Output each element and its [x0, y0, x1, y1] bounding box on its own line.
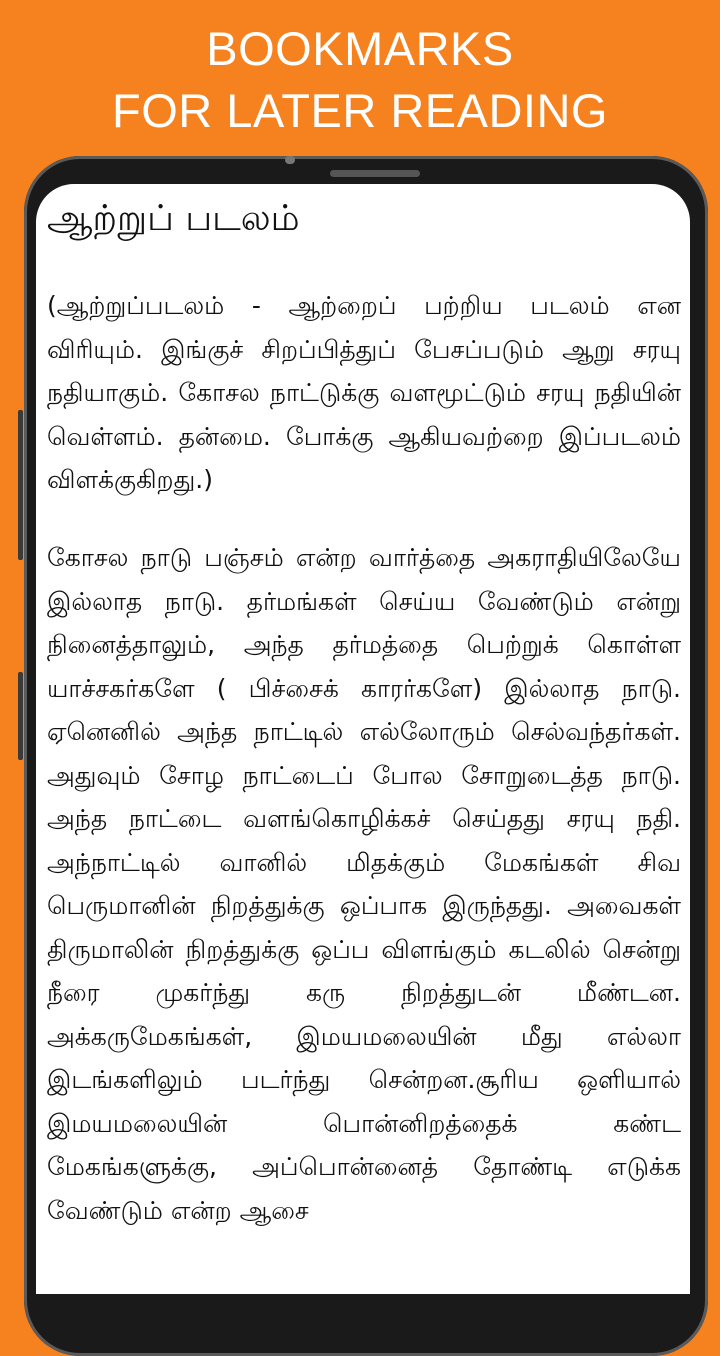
chapter-title: ஆற்றுப் படலம் — [47, 198, 300, 239]
promo-headline — [0, 18, 720, 142]
side-button — [18, 672, 23, 760]
volume-button — [18, 410, 23, 560]
paragraph: (ஆற்றுப்படலம் - ஆற்றைப் பற்றிய படலம் என விரியும். இங்குச் சிறப்பித்துப் பேசப்படும் ஆறு சரயு நதியாகும். கோசல நாட்டுக்கு வளமூட்டும் சரயு நதியின் வெள்ளம். தன்மை. போக்கு ஆகியவற்றை இப்படலம் விளக்குகிறது.) — [47, 291, 681, 494]
promo-line-2: FOR LATER READING — [112, 84, 608, 137]
speaker-grille — [330, 170, 420, 177]
reader-screen[interactable] — [36, 184, 690, 1294]
camera-dot — [285, 156, 295, 164]
paragraph: கோசல நாடு பஞ்சம் என்ற வார்த்தை அகராதியிலேயே இல்லாத நாடு. தர்மங்கள் செய்ய வேண்டும் என்று நினைத்தாலும், அந்த தர்மத்தை பெற்றுக் கொள்ள யாச்சகர்களே ( பிச்சைக் காரர்களே) இல்லாத நாடு. ஏனெனில் அந்த நாட்டில் எல்லோரும் செல்வந்தர்கள். அதுவும் சோழ நாட்டைப் போல சோறுடைத்த நாடு. அந்த நாட்டை வளங்கொழிக்கச் செய்தது சரயு நதி. அந்நாட்டில் வானில் மிதக்கும் மேகங்கள் சிவ பெருமானின் நிறத்துக்கு ஒப்பாக இருந்தது. அவைகள் திருமாலின் நிறத்துக்கு ஒப்ப விளங்கும் கடலில் சென்று நீரை முகர்ந்து கரு நிறத்துடன் மீண்டன. அக்கருமேகங்கள், இமயமலையின் மீது எல்லா இடங்களிலும் படர்ந்து சென்றன.சூரிய ஒளியால் இமயமலையின் பொன்னிறத்தைக் கண்ட மேகங்களுக்கு, அப்பொன்னைத் தோண்டி எடுக்க வேண்டும் என்ற ஆசை — [47, 543, 681, 1225]
promo-line-1: BOOKMARKS — [206, 22, 514, 75]
